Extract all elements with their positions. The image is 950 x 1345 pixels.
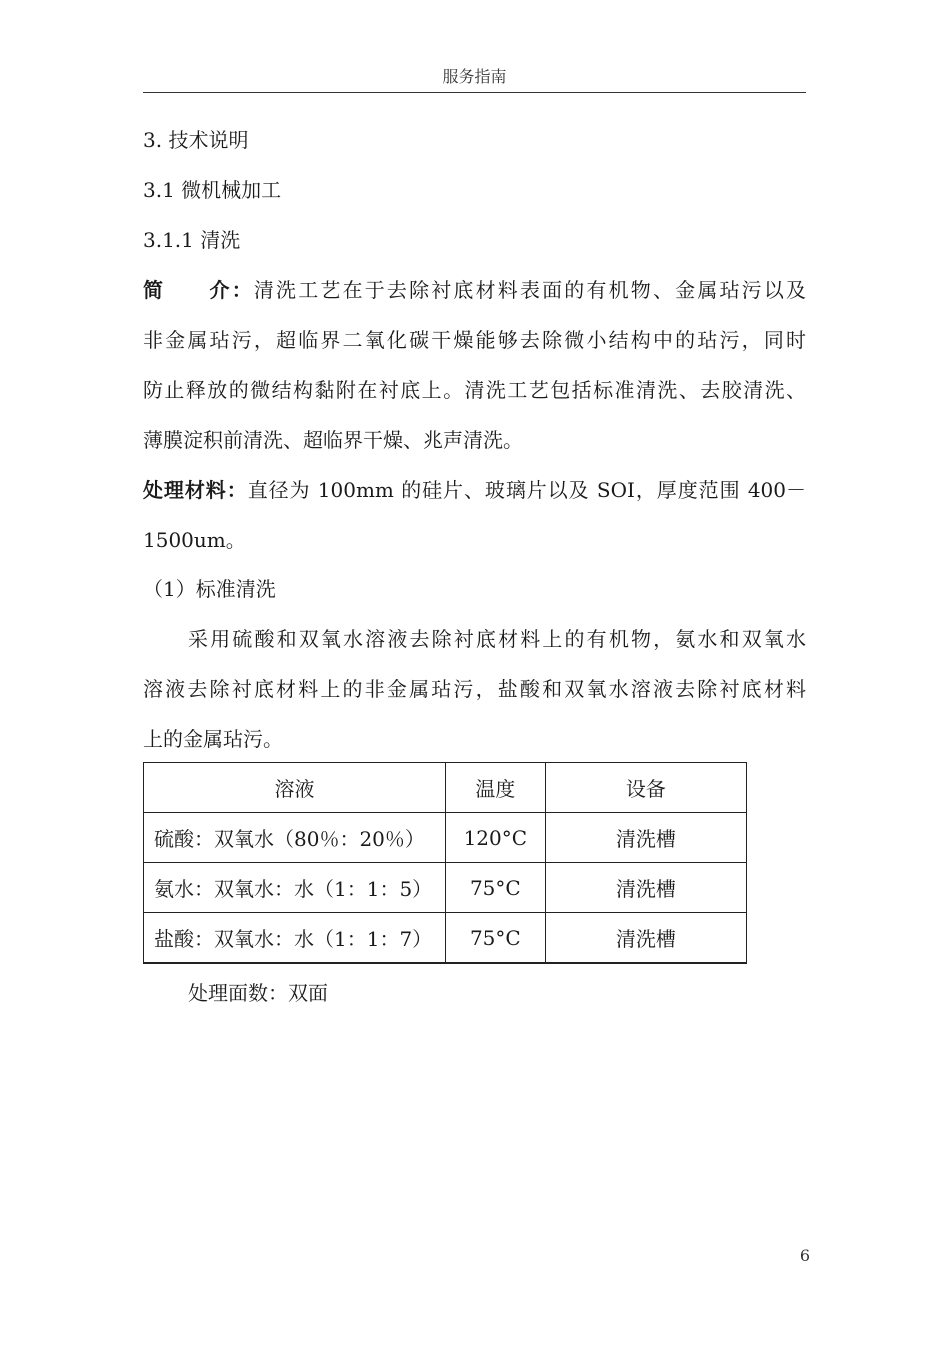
table-cell-equipment: 清洗槽 (545, 863, 746, 913)
table-header-row (144, 763, 747, 813)
intro-text-1: 清洗工艺在于去除衬底材料表面的有机物、金属玷污以及 (253, 278, 807, 302)
page-header (143, 62, 806, 93)
table-cell-solution: 盐酸：双氧水：水（1：1：7） (144, 913, 446, 964)
table-header-cell: 溶液 (144, 763, 446, 813)
cleaning-solution-table (143, 762, 747, 964)
intro-line-1 (143, 275, 806, 305)
section-line-2: 溶液去除衬底材料上的非金属玷污，盐酸和双氧水溶液去除衬底材料 (143, 677, 806, 701)
material-line-2: 1500um。 (143, 528, 246, 552)
intro-line-4: 薄膜淀积前清洗、超临界干燥、兆声清洗。 (143, 428, 523, 452)
header-title: 服务指南 (442, 67, 507, 86)
processing-faces: 处理面数：双面 (188, 981, 328, 1005)
material-line-1 (143, 475, 806, 505)
intro-line-3: 防止释放的微结构黏附在衬底上。清洗工艺包括标准清洗、去胶清洗、 (143, 378, 806, 402)
table-header-cell: 温度 (445, 763, 545, 813)
table-row (144, 813, 747, 863)
material-label: 处理材料： (143, 478, 248, 502)
section-line-1: 采用硫酸和双氧水溶液去除衬底材料上的有机物，氨水和双氧水 (188, 627, 806, 651)
table-cell-temperature: 75°C (445, 863, 545, 913)
section-line-3: 上的金属玷污。 (143, 727, 283, 751)
heading-cleaning: 3.1.1 清洗 (143, 228, 241, 252)
table-cell-equipment: 清洗槽 (545, 813, 746, 863)
section-standard-cleaning-title: （1）标准清洗 (143, 577, 276, 601)
table-cell-temperature: 120°C (445, 813, 545, 863)
table-cell-temperature: 75°C (445, 913, 545, 964)
heading-technical-description: 3. 技术说明 (143, 128, 249, 152)
table-header-cell: 设备 (545, 763, 746, 813)
table-cell-solution: 氨水：双氧水：水（1：1：5） (144, 863, 446, 913)
page-number: 6 (799, 1246, 810, 1265)
intro-label: 简 介： (143, 278, 254, 302)
material-text-1: 直径为 100mm 的硅片、玻璃片以及 SOI，厚度范围 400－ (247, 478, 806, 502)
table-row (144, 863, 747, 913)
heading-micromachining: 3.1 微机械加工 (143, 178, 282, 202)
intro-line-2: 非金属玷污，超临界二氧化碳干燥能够去除微小结构中的玷污，同时 (143, 328, 806, 352)
table-row (144, 913, 747, 964)
table-cell-solution: 硫酸：双氧水（80％：20％） (144, 813, 446, 863)
table-cell-equipment: 清洗槽 (545, 913, 746, 964)
